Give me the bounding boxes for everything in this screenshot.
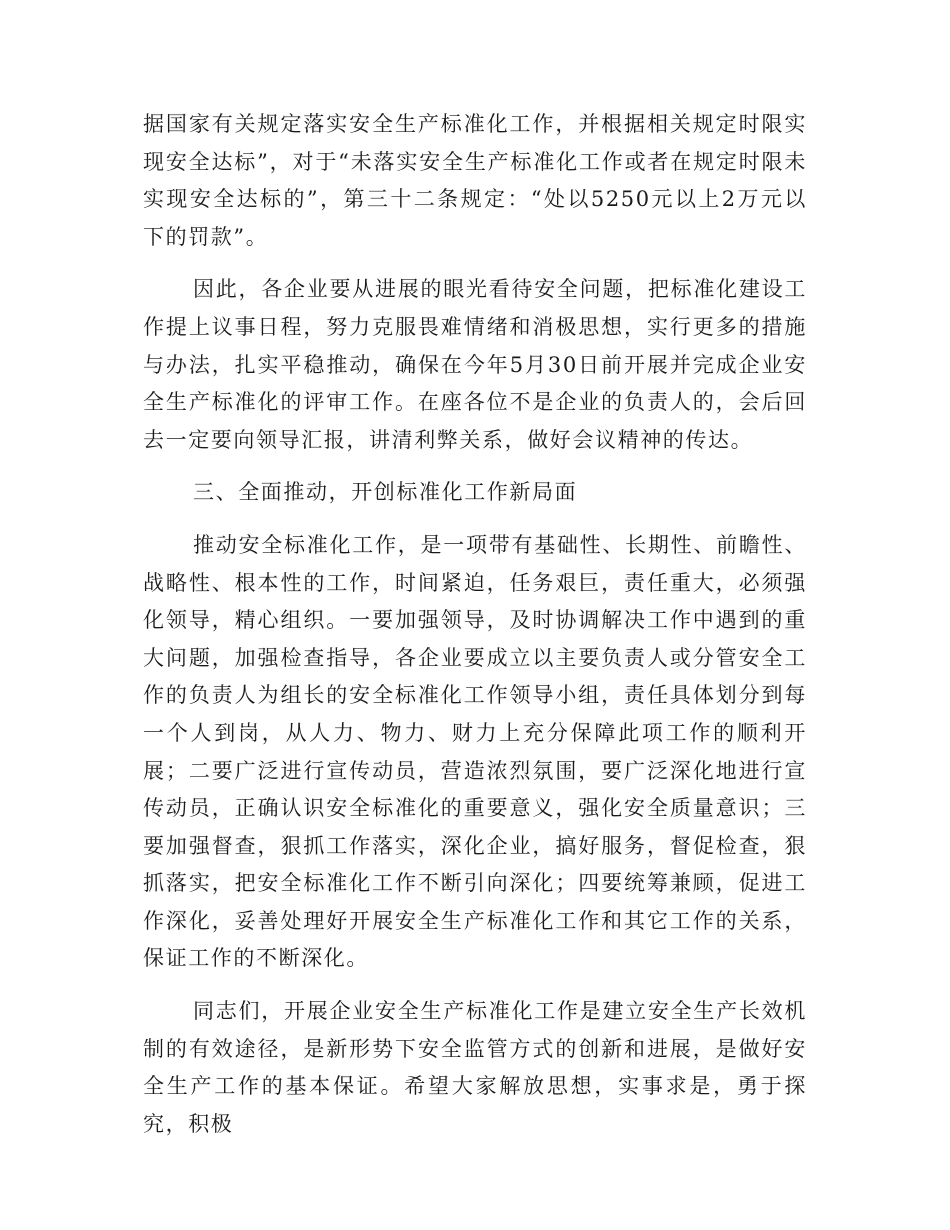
section-heading-3: 三、全面推动，开创标准化工作新局面 <box>193 480 578 505</box>
paragraph-standardization-priority: 因此，各企业要从进展的眼光看待安全问题，把标准化建设工作提上议事日程，努力克服畏难情绪和消极思想，实行更多的措施与办法，扎实平稳推动，确保在今年5月30日前开展并完成企业安全生产标准化的评审工作。在座各位不是企业的负责人的，会后回去一定要向领导汇报，讲清利弊关系，做好会议精神的传达。 <box>143 277 807 452</box>
paragraph-promotion-measures: 推动安全标准化工作，是一项带有基础性、长期性、前瞻性、战略性、根本性的工作，时间紧迫，任务艰巨，责任重大，必须强化领导，精心组织。一要加强领导，及时协调解决工作中遇到的重大问题，加强检查指导，各企业要成立以主要负责人或分管安全工作的负责人为组长的安全标准化工作领导小组，责任具体划分到每一个人到岗，从人力、物力、财力上充分保障此项工作的顺利开展；二要广泛进行宣传动员，营造浓烈氛围，要广泛深化地进行宣传动员，正确认识安全标准化的重要意义，强化安全质量意识；三要加强督查，狠抓工作落实，深化企业，搞好服务，督促检查，狠抓落实，把安全标准化工作不断引向深化；四要统筹兼顾，促进工作深化，妥善处理好开展安全生产标准化工作和其它工作的关系，保证工作的不断深化。 <box>143 532 807 971</box>
document-body <box>143 106 807 1158</box>
paragraph-closing: 同志们，开展企业安全生产标准化工作是建立安全生产长效机制的有效途径，是新形势下安全监管方式的创新和进展，是做好安全生产工作的基本保证。希望大家解放思想，实事求是，勇于探究，积极 <box>143 999 807 1136</box>
paragraph-continuation: 据国家有关规定落实安全生产标准化工作，并根据相关规定时限实现安全达标”，对于“未落实安全生产标准化工作或者在规定时限未实现安全达标的”，第三十二条规定：“处以5250元以上2万元以下的罚款”。 <box>143 112 807 249</box>
